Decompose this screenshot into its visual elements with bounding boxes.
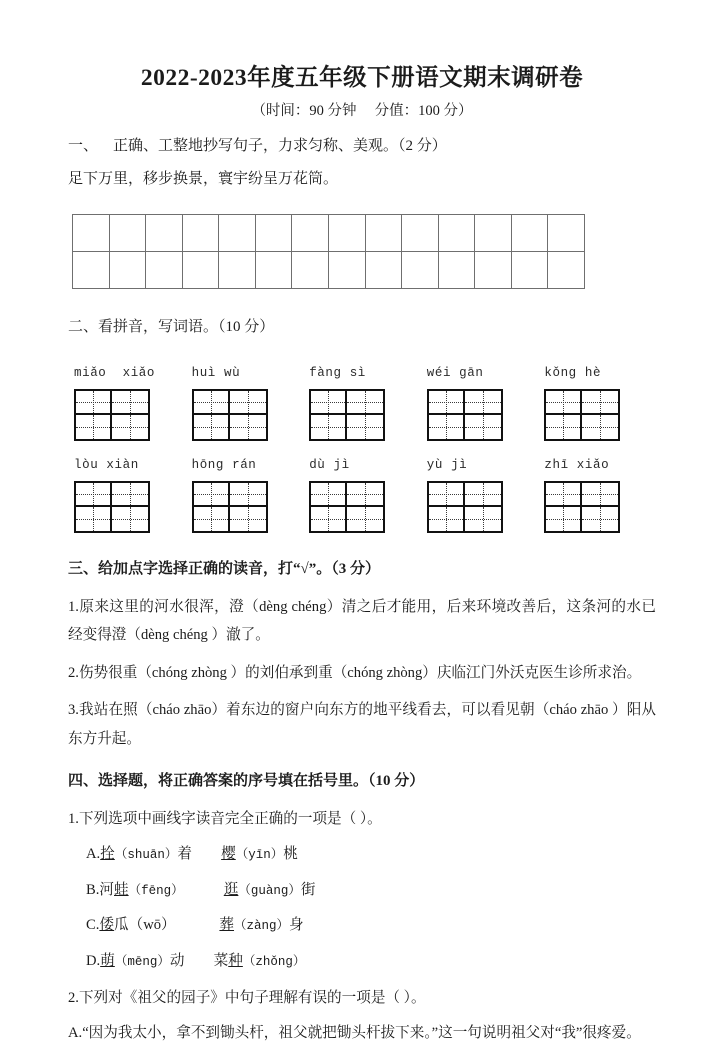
option-gap <box>184 882 224 898</box>
tianzige-square[interactable] <box>311 415 347 439</box>
tianzige-square[interactable] <box>76 415 112 439</box>
option-tail: 着 <box>177 846 192 863</box>
question-text: 我站在照（cháo zhāo）着东边的窗户向东方的地平线看去，可以看见朝（cháo zhāo ）阳从东方升起。 <box>68 702 656 747</box>
tianzige-square[interactable] <box>230 415 266 439</box>
section-1-sentence: 足下万里，移步换景，寰宇纷呈万花筒。 <box>68 170 339 187</box>
tianzige-square[interactable] <box>112 391 148 415</box>
section-1-heading: 一、 正确、工整地抄写句子，力求匀称、美观。（2 分） <box>68 138 447 155</box>
table-row[interactable] <box>73 251 585 288</box>
tianzige-square[interactable] <box>429 391 465 415</box>
pinyin-label-row-1 <box>68 363 656 381</box>
option-d[interactable] <box>68 947 656 975</box>
tianzige-square[interactable] <box>465 391 501 415</box>
tianzige-box[interactable] <box>427 481 503 533</box>
grid-cell[interactable] <box>255 251 292 288</box>
grid-cell[interactable] <box>182 251 219 288</box>
tianzige-cell[interactable] <box>303 389 421 441</box>
option-pinyin: （shuān） <box>114 848 178 863</box>
tianzige-square[interactable] <box>546 483 582 507</box>
grid-cell[interactable] <box>146 251 183 288</box>
section-4-question-2 <box>68 984 656 1012</box>
option-tail: 动 <box>169 952 185 969</box>
copy-grid-container <box>68 214 656 289</box>
option-pinyin: （yīn） <box>235 848 284 863</box>
tianzige-square[interactable] <box>347 507 383 531</box>
question-number: 1. <box>68 810 79 827</box>
grid-cell[interactable] <box>511 214 548 251</box>
question-number: 1. <box>68 598 79 615</box>
option-pinyin: （mēng） <box>114 954 170 969</box>
option-text: “因为我太小，拿不到锄头杆，祖父就把锄头杆拔下来。”这一句说明祖父对“我”很疼爱。 <box>82 1025 641 1042</box>
question-text: 伤势很重（chóng zhòng ）的刘伯承到重（chóng zhòng）庆临江门外沃克医生诊所求治。 <box>78 664 642 681</box>
section-4-question-1 <box>68 805 656 833</box>
grid-cell[interactable] <box>475 251 512 288</box>
tianzige-square[interactable] <box>194 483 230 507</box>
tianzige-box[interactable] <box>192 481 268 533</box>
section-2-heading: 二、看拼音，写词语。（10 分） <box>68 318 275 335</box>
section-3-heading: 三、给加点字选择正确的读音，打“√”。（3 分） <box>68 561 380 578</box>
tianzige-box[interactable] <box>192 389 268 441</box>
tianzige-square[interactable] <box>429 483 465 507</box>
pinyin-cell <box>68 455 186 473</box>
pinyin-label: huì wù <box>191 366 241 381</box>
tianzige-square[interactable] <box>546 507 582 531</box>
page-title: 2022-2023年度五年级下册语文期末调研卷 <box>140 65 584 91</box>
question-text: 原来这里的河水很浑，澄（dèng chéng）清之后才能用，后来环境改善后，这条河的水已经变得澄（dèng chéng ）澈了。 <box>68 598 656 644</box>
option-label: A. <box>68 1025 83 1042</box>
pinyin-cell <box>186 455 304 473</box>
option-tail: 身 <box>289 917 304 934</box>
grid-cell[interactable] <box>365 251 402 288</box>
tianzige-square[interactable] <box>347 483 383 507</box>
tianzige-cell[interactable] <box>538 481 656 533</box>
tianzige-square[interactable] <box>465 483 501 507</box>
grid-cell[interactable] <box>109 214 146 251</box>
option-tail: 瓜（wō） <box>114 917 176 934</box>
tianzige-square[interactable] <box>230 391 266 415</box>
tianzige-box[interactable] <box>427 389 503 441</box>
option-underlined-word: 蛙 <box>114 881 129 898</box>
pinyin-cell <box>186 363 304 381</box>
pinyin-label: kǒng hè <box>544 366 602 381</box>
pinyin-label: dù jì <box>309 458 350 473</box>
option-underlined-word: 逛 <box>223 881 239 898</box>
question-number: 3. <box>68 702 79 719</box>
pinyin-label: hōng rán <box>191 458 257 473</box>
pinyin-label-row-2 <box>68 455 656 473</box>
question-text: 下列对《祖父的园子》中句子理解有误的一项是（ ）。 <box>78 990 426 1006</box>
pinyin-cell <box>538 363 656 381</box>
section-4-heading: 四、选择题，将正确答案的序号填在括号里。（10 分） <box>68 773 425 790</box>
option-b[interactable] <box>68 876 656 904</box>
tianzige-square[interactable] <box>76 391 112 415</box>
tianzige-square[interactable] <box>311 391 347 415</box>
option-pinyin: （zhǒng） <box>242 954 306 969</box>
option-underlined-word: 种 <box>228 952 243 969</box>
pinyin-cell <box>68 363 186 381</box>
tianzige-square[interactable] <box>546 391 582 415</box>
grid-cell[interactable] <box>511 251 548 288</box>
tianzige-square[interactable] <box>112 415 148 439</box>
tianzige-square[interactable] <box>112 507 148 531</box>
option-tail: 街 <box>300 881 316 898</box>
pinyin-cell <box>421 455 539 473</box>
section-3-question-1 <box>68 593 656 650</box>
pinyin-label: miǎo xiǎo <box>74 366 156 381</box>
tianzige-cell[interactable] <box>186 481 304 533</box>
grid-cell[interactable] <box>73 251 110 288</box>
grid-cell[interactable] <box>365 214 402 251</box>
grid-cell[interactable] <box>255 214 292 251</box>
grid-cell[interactable] <box>73 214 110 251</box>
tianzige-square[interactable] <box>230 483 266 507</box>
question-text: 下列选项中画线字读音完全正确的一项是（ ）。 <box>78 810 382 827</box>
option-label: B. <box>86 881 100 898</box>
tianzige-cell[interactable] <box>68 389 186 441</box>
pinyin-label: yù jì <box>426 458 468 473</box>
option-label: D. <box>86 952 101 969</box>
tianzige-square[interactable] <box>429 415 465 439</box>
option-underlined-word: 萌 <box>100 952 115 969</box>
grid-cell[interactable] <box>182 214 219 251</box>
tianzige-cell[interactable] <box>538 389 656 441</box>
tianzige-row-1 <box>68 389 656 441</box>
grid-cell[interactable] <box>548 214 585 251</box>
tianzige-square[interactable] <box>582 507 618 531</box>
tianzige-box[interactable] <box>74 481 150 533</box>
option-head: 河 <box>99 881 114 898</box>
tianzige-square[interactable] <box>582 391 618 415</box>
tianzige-square[interactable] <box>465 415 501 439</box>
tianzige-square[interactable] <box>347 415 383 439</box>
section-3-question-3 <box>68 696 656 753</box>
pinyin-cell <box>538 455 656 473</box>
grid-cell[interactable] <box>402 251 439 288</box>
tianzige-square[interactable] <box>194 507 230 531</box>
grid-cell[interactable] <box>438 251 475 288</box>
tianzige-square[interactable] <box>546 415 582 439</box>
grid-cell[interactable] <box>328 251 365 288</box>
tianzige-box[interactable] <box>544 389 620 441</box>
pinyin-label: lòu xiàn <box>74 458 139 473</box>
grid-cell[interactable] <box>475 214 512 251</box>
grid-cell[interactable] <box>219 214 256 251</box>
option-head: 菜 <box>213 952 229 969</box>
pinyin-label: zhī xiǎo <box>544 458 610 473</box>
tianzige-box[interactable] <box>544 481 620 533</box>
option-label: A. <box>86 846 101 863</box>
tianzige-square[interactable] <box>582 483 618 507</box>
tianzige-square[interactable] <box>465 507 501 531</box>
option-label: C. <box>86 917 100 934</box>
grid-cell[interactable] <box>548 251 585 288</box>
grid-cell[interactable] <box>109 251 146 288</box>
tianzige-cell[interactable] <box>421 389 539 441</box>
tianzige-box[interactable] <box>309 481 385 533</box>
tianzige-square[interactable] <box>194 391 230 415</box>
tianzige-cell[interactable] <box>68 481 186 533</box>
pinyin-cell <box>421 363 539 381</box>
option-underlined-word: 倭 <box>99 917 114 934</box>
tianzige-square[interactable] <box>429 507 465 531</box>
question-number: 2. <box>68 664 79 681</box>
grid-cell[interactable] <box>146 214 183 251</box>
grid-cell[interactable] <box>402 214 439 251</box>
option-pinyin: （guàng） <box>238 883 301 898</box>
option-underlined-word: 拴 <box>100 846 115 863</box>
tianzige-row-2 <box>68 481 656 533</box>
tianzige-cell[interactable] <box>186 389 304 441</box>
option-c[interactable] <box>68 911 656 939</box>
tianzige-square[interactable] <box>582 415 618 439</box>
pinyin-label: wéi gān <box>426 366 484 381</box>
handwriting-copy-grid[interactable] <box>72 214 585 289</box>
table-row[interactable] <box>73 214 585 251</box>
grid-cell[interactable] <box>219 251 256 288</box>
tianzige-box[interactable] <box>309 389 385 441</box>
option-pinyin: （zàng） <box>234 919 290 934</box>
option-gap <box>184 953 213 969</box>
exam-meta-subtitle: （时间：90 分钟 分值：100 分） <box>251 103 473 120</box>
question-number: 2. <box>68 990 79 1006</box>
option-underlined-word: 樱 <box>221 846 236 863</box>
tianzige-box[interactable] <box>74 389 150 441</box>
tianzige-square[interactable] <box>311 507 347 531</box>
option-gap <box>192 846 221 862</box>
tianzige-cell[interactable] <box>303 481 421 533</box>
option-underlined-word: 葬 <box>219 917 235 934</box>
tianzige-square[interactable] <box>76 507 112 531</box>
tianzige-square[interactable] <box>347 391 383 415</box>
tianzige-square[interactable] <box>230 507 266 531</box>
tianzige-square[interactable] <box>76 483 112 507</box>
section-3-question-2 <box>68 659 656 687</box>
option-tail: 桃 <box>283 846 298 863</box>
tianzige-square[interactable] <box>112 483 148 507</box>
pinyin-label: fàng sì <box>309 366 366 381</box>
tianzige-cell[interactable] <box>421 481 539 533</box>
tianzige-square[interactable] <box>311 483 347 507</box>
option-a[interactable] <box>68 840 656 868</box>
option-pinyin: （fēng） <box>128 883 184 898</box>
tianzige-square[interactable] <box>194 415 230 439</box>
option-gap <box>176 917 220 933</box>
grid-cell[interactable] <box>328 214 365 251</box>
grid-cell[interactable] <box>292 251 329 288</box>
grid-cell[interactable] <box>292 214 329 251</box>
pinyin-cell <box>303 455 421 473</box>
grid-cell[interactable] <box>438 214 475 251</box>
pinyin-cell <box>303 363 421 381</box>
